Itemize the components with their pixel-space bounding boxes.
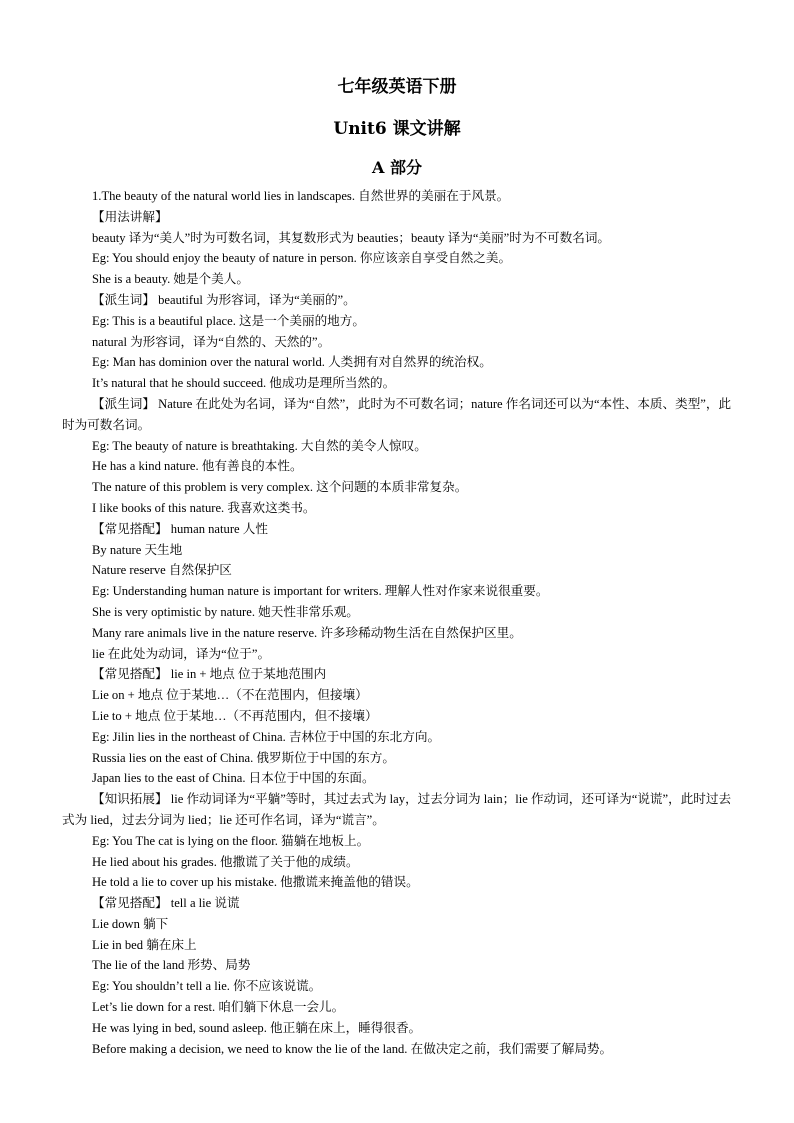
example-line: I like books of this nature. 我喜欢这类书。 bbox=[92, 500, 316, 515]
example-line: Eg: Understanding human nature is important for writers. 理解人性对作家来说很重要。 bbox=[92, 584, 549, 599]
example-line: She is a beauty. 她是个美人。 bbox=[92, 272, 249, 287]
document-body bbox=[62, 186, 738, 1059]
example-line: It’s natural that he should succeed. 他成功是理所当然的。 bbox=[92, 376, 396, 391]
collocation-line: The lie of the land 形势、局势 bbox=[92, 958, 251, 973]
collocation-line: By nature 天生地 bbox=[92, 542, 183, 557]
example-line: Before making a decision, we need to know the lie of the land. 在做决定之前，我们需要了解局势。 bbox=[92, 1041, 613, 1056]
example-line: Eg: Jilin lies in the northeast of China. 吉林位于中国的东北方向。 bbox=[92, 729, 441, 744]
example-line: Many rare animals live in the nature reserve. 许多珍稀动物生活在自然保护区里。 bbox=[92, 625, 522, 640]
collocation-line: Lie on + 地点 位于某地…（不在范围内，但接壤） bbox=[92, 688, 368, 703]
section-heading: 【派生词】 beautiful 为形容词，译为“美丽的”。 bbox=[92, 292, 356, 307]
section-heading: 【知识拓展】 lie 作动词译为“平躺”等时，其过去式为 lay，过去分词为 lain；lie 作动词，还可译为“说谎”，此时过去式为 lied，过去分词为 lied；lie 还可作名词，译为“谎言”。 bbox=[62, 792, 732, 827]
section-title: A 部分 bbox=[372, 158, 422, 177]
collocation-line: 【常见搭配】 tell a lie 说谎 bbox=[92, 896, 240, 911]
example-line: He has a kind nature. 他有善良的本性。 bbox=[92, 459, 303, 474]
example-line: 1.The beauty of the natural world lies in landscapes. 自然世界的美丽在于风景。 bbox=[92, 189, 510, 203]
collocation-line: Lie down 躺下 bbox=[92, 916, 169, 931]
example-line: Eg: This is a beautiful place. 这是一个美丽的地方。 bbox=[92, 313, 365, 328]
collocation-line: Lie to + 地点 位于某地…（不再范围内，但不接壤） bbox=[92, 708, 378, 723]
explanation-line: beauty 译为“美人”时为可数名词，其复数形式为 beauties；beauty 译为“美丽”时为不可数名词。 bbox=[92, 230, 611, 245]
collocation-line: 【常见搭配】 human nature 人性 bbox=[92, 521, 268, 536]
collocation-line: Lie in bed 躺在床上 bbox=[92, 937, 197, 952]
example-line: Russia lies on the east of China. 俄罗斯位于中国的东方。 bbox=[92, 750, 395, 765]
example-line: Eg: The beauty of nature is breathtaking. 大自然的美令人惊叹。 bbox=[92, 438, 427, 453]
example-line: Eg: You The cat is lying on the floor. 猫躺在地板上。 bbox=[92, 833, 370, 848]
example-line: Eg: Man has dominion over the natural world. 人类拥有对自然界的统治权。 bbox=[92, 355, 492, 370]
collocation-line: Nature reserve 自然保护区 bbox=[92, 563, 232, 578]
document-title: 七年级英语下册 bbox=[337, 77, 457, 97]
example-line: Let’s lie down for a rest. 咱们躺下休息一会儿。 bbox=[92, 1000, 345, 1015]
section-heading: 【派生词】 Nature 在此处为名词，译为“自然”，此时为不可数名词；nature 作名词还可以为“本性、本质、类型”，此时为可数名词。 bbox=[62, 396, 732, 432]
example-line: Japan lies to the east of China. 日本位于中国的东面。 bbox=[92, 771, 375, 786]
collocation-line: 【常见搭配】 lie in + 地点 位于某地范围内 bbox=[92, 667, 327, 682]
unit-title: Unit6 课文讲解 bbox=[333, 119, 461, 139]
section-heading: 【用法讲解】 bbox=[92, 209, 168, 224]
example-line: He lied about his grades. 他撒谎了关于他的成绩。 bbox=[92, 854, 359, 869]
example-line: He was lying in bed, sound asleep. 他正躺在床上，睡得很香。 bbox=[92, 1020, 422, 1035]
example-line: The nature of this problem is very complex. 这个问题的本质非常复杂。 bbox=[92, 480, 468, 495]
example-line: He told a lie to cover up his mistake. 他撒谎来掩盖他的错误。 bbox=[92, 875, 419, 890]
explanation-line: lie 在此处为动词，译为“位于”。 bbox=[92, 646, 271, 661]
example-line: Eg: You should enjoy the beauty of nature in person. 你应该亲自享受自然之美。 bbox=[92, 251, 512, 266]
explanation-line: natural 为形容词，译为“自然的、天然的”。 bbox=[92, 334, 331, 349]
example-line: She is very optimistic by nature. 她天性非常乐观。 bbox=[92, 604, 359, 619]
example-line: Eg: You shouldn’t tell a lie. 你不应该说谎。 bbox=[92, 979, 322, 994]
